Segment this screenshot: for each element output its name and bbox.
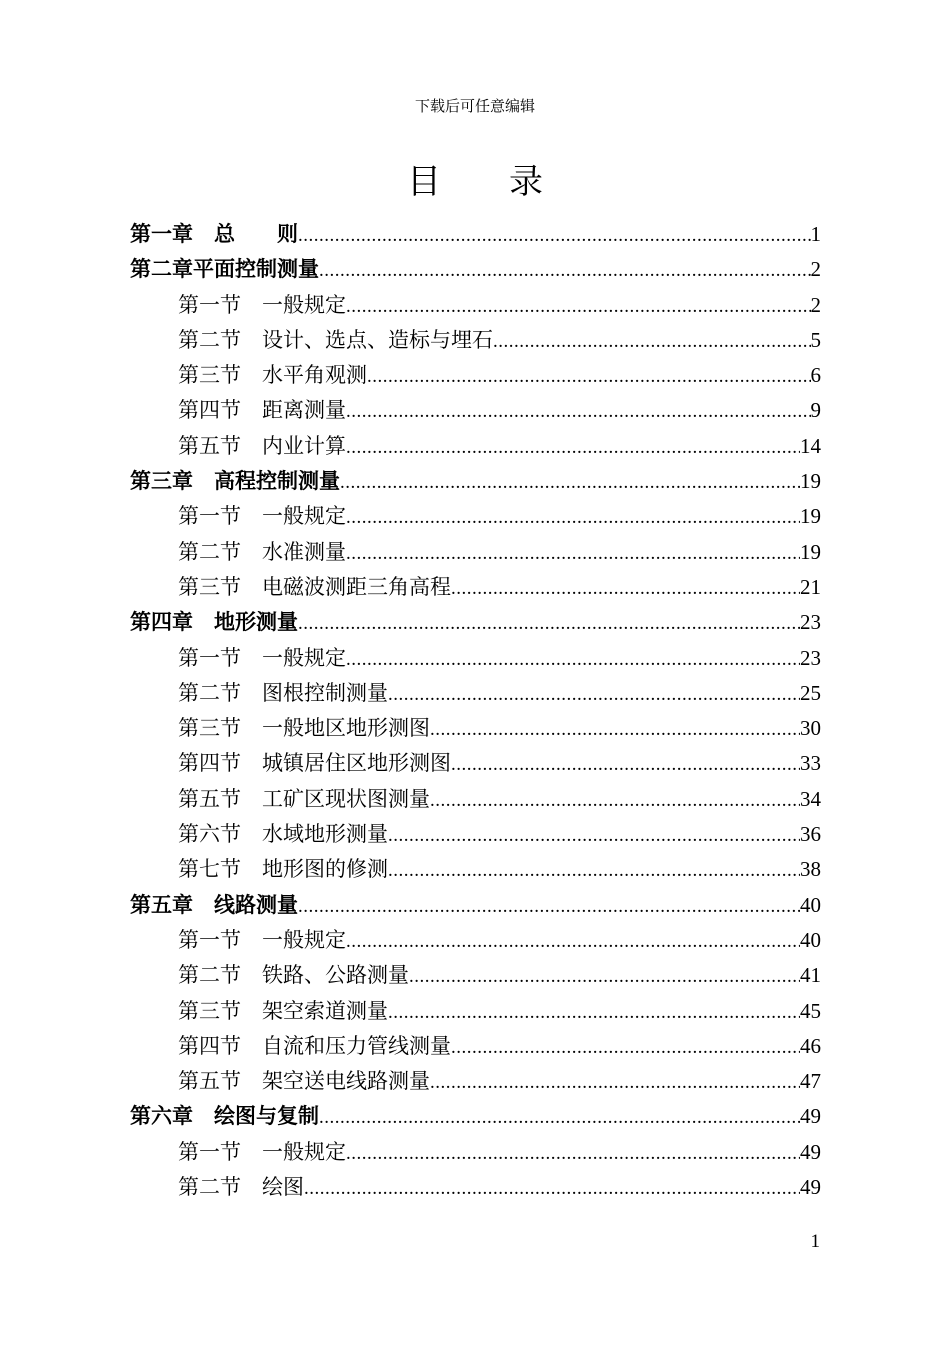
toc-entry-page: 46 [800, 1033, 821, 1058]
toc-dot-leader [346, 394, 811, 429]
toc-entry-page: 23 [800, 645, 821, 670]
toc-entry-page: 25 [800, 680, 821, 705]
toc-dot-leader [304, 1171, 800, 1206]
toc-entry-page: 21 [800, 574, 821, 599]
toc-section-entry[interactable] [130, 499, 821, 534]
toc-entry-page: 2 [810, 257, 821, 282]
toc-entry-page: 19 [800, 469, 821, 494]
toc-entry-title: 第一节 一般规定 [178, 927, 346, 952]
toc-entry-title: 第一节 一般规定 [178, 645, 346, 670]
toc-dot-leader [346, 642, 800, 677]
toc-entry-title: 第六节 水域地形测量 [178, 822, 388, 847]
page-number: 1 [810, 1231, 820, 1252]
toc-dot-leader [346, 289, 811, 324]
toc-dot-leader [319, 253, 811, 288]
toc-entry-title: 第五节 工矿区现状图测量 [178, 786, 430, 811]
toc-section-entry[interactable] [130, 711, 821, 746]
toc-section-entry[interactable] [130, 535, 821, 570]
toc-entry-title: 第四节 城镇居住区地形测图 [178, 751, 451, 776]
toc-entry-title: 第二节 绘图 [178, 1175, 304, 1200]
toc-dot-leader [346, 500, 800, 535]
toc-chapter-entry[interactable] [130, 217, 821, 252]
toc-entry-title: 第三节 架空索道测量 [178, 998, 388, 1023]
toc-chapter-entry[interactable] [130, 605, 821, 640]
toc-dot-leader [367, 359, 811, 394]
toc-entry-page: 6 [810, 363, 821, 388]
toc-entry-page: 9 [810, 398, 821, 423]
toc-dot-leader [409, 959, 800, 994]
toc-entry-page: 23 [800, 610, 821, 635]
toc-dot-leader [298, 606, 800, 641]
toc-section-entry[interactable] [130, 323, 821, 358]
toc-entry-page: 47 [800, 1069, 821, 1094]
toc-dot-leader [298, 889, 800, 924]
toc-dot-leader [388, 818, 800, 853]
toc-entry-page: 36 [800, 822, 821, 847]
toc-section-entry[interactable] [130, 1029, 821, 1064]
toc-entry-title: 第一节 一般规定 [178, 504, 346, 529]
toc-entry-page: 34 [800, 786, 821, 811]
toc-entry-title: 第二节 水准测量 [178, 539, 346, 564]
toc-entry-title: 第三节 水平角观测 [178, 363, 367, 388]
toc-entry-page: 49 [800, 1175, 821, 1200]
toc-dot-leader [346, 1136, 800, 1171]
toc-section-entry[interactable] [130, 358, 821, 393]
toc-section-entry[interactable] [130, 1064, 821, 1099]
page-header: 下载后可任意编辑 [414, 97, 535, 115]
toc-chapter-entry[interactable] [130, 888, 821, 923]
toc-entry-page: 5 [810, 327, 821, 352]
toc-section-entry[interactable] [130, 958, 821, 993]
toc-entry-title: 第三节 一般地区地形测图 [178, 716, 430, 741]
table-of-contents [130, 217, 821, 1205]
toc-dot-leader [346, 536, 800, 571]
toc-dot-leader [451, 571, 800, 606]
toc-dot-leader [430, 783, 800, 818]
toc-entry-page: 49 [800, 1139, 821, 1164]
toc-section-entry[interactable] [130, 852, 821, 887]
toc-dot-leader [346, 924, 800, 959]
toc-entry-page: 41 [800, 963, 821, 988]
toc-section-entry[interactable] [130, 994, 821, 1029]
toc-entry-title: 第五章 线路测量 [130, 892, 298, 917]
toc-dot-leader [451, 1030, 800, 1065]
toc-section-entry[interactable] [130, 817, 821, 852]
toc-entry-page: 40 [800, 892, 821, 917]
toc-entry-page: 1 [810, 222, 821, 246]
toc-dot-leader [298, 218, 811, 253]
toc-dot-leader [451, 747, 800, 782]
toc-entry-page: 49 [800, 1104, 821, 1129]
toc-entry-page: 33 [800, 751, 821, 776]
toc-dot-leader [346, 430, 800, 465]
toc-entry-title: 第五节 内业计算 [178, 433, 346, 458]
toc-entry-title: 第三章 高程控制测量 [130, 469, 340, 494]
toc-section-entry[interactable] [130, 1135, 821, 1170]
toc-chapter-entry[interactable] [130, 1099, 821, 1134]
toc-dot-leader [319, 1100, 800, 1135]
page-title: 目 录 [407, 162, 543, 202]
toc-entry-title: 第二节 铁路、公路测量 [178, 963, 409, 988]
toc-section-entry[interactable] [130, 746, 821, 781]
toc-entry-title: 第四节 自流和压力管线测量 [178, 1033, 451, 1058]
toc-dot-leader [388, 677, 800, 712]
toc-entry-title: 第七节 地形图的修测 [178, 857, 388, 882]
toc-section-entry[interactable] [130, 570, 821, 605]
toc-section-entry[interactable] [130, 676, 821, 711]
toc-section-entry[interactable] [130, 782, 821, 817]
toc-entry-title: 第二节 设计、选点、造标与埋石 [178, 327, 493, 352]
toc-entry-page: 40 [800, 927, 821, 952]
toc-entry-page: 19 [800, 539, 821, 564]
toc-entry-page: 38 [800, 857, 821, 882]
toc-entry-title: 第三节 电磁波测距三角高程 [178, 574, 451, 599]
toc-section-entry[interactable] [130, 1170, 821, 1205]
toc-entry-page: 45 [800, 998, 821, 1023]
toc-entry-title: 第一章 总 则 [130, 222, 298, 246]
toc-section-entry[interactable] [130, 393, 821, 428]
toc-entry-title: 第一节 一般规定 [178, 1139, 346, 1164]
toc-dot-leader [430, 1065, 800, 1100]
toc-dot-leader [340, 465, 800, 500]
toc-section-entry[interactable] [130, 429, 821, 464]
toc-dot-leader [493, 324, 811, 359]
toc-section-entry[interactable] [130, 288, 821, 323]
toc-dot-leader [430, 712, 800, 747]
toc-entry-page: 2 [810, 292, 821, 317]
toc-dot-leader [388, 995, 800, 1030]
toc-entry-title: 第一节 一般规定 [178, 292, 346, 317]
toc-chapter-entry[interactable] [130, 464, 821, 499]
toc-entry-title: 第六章 绘图与复制 [130, 1104, 319, 1129]
toc-section-entry[interactable] [130, 923, 821, 958]
toc-entry-page: 19 [800, 504, 821, 529]
toc-entry-title: 第四节 距离测量 [178, 398, 346, 423]
toc-entry-page: 14 [800, 433, 821, 458]
toc-dot-leader [388, 853, 800, 888]
toc-chapter-entry[interactable] [130, 252, 821, 287]
toc-entry-title: 第四章 地形测量 [130, 610, 298, 635]
toc-entry-title: 第五节 架空送电线路测量 [178, 1069, 430, 1094]
toc-section-entry[interactable] [130, 641, 821, 676]
toc-entry-title: 第二章平面控制测量 [130, 257, 319, 282]
toc-entry-page: 30 [800, 716, 821, 741]
toc-entry-title: 第二节 图根控制测量 [178, 680, 388, 705]
